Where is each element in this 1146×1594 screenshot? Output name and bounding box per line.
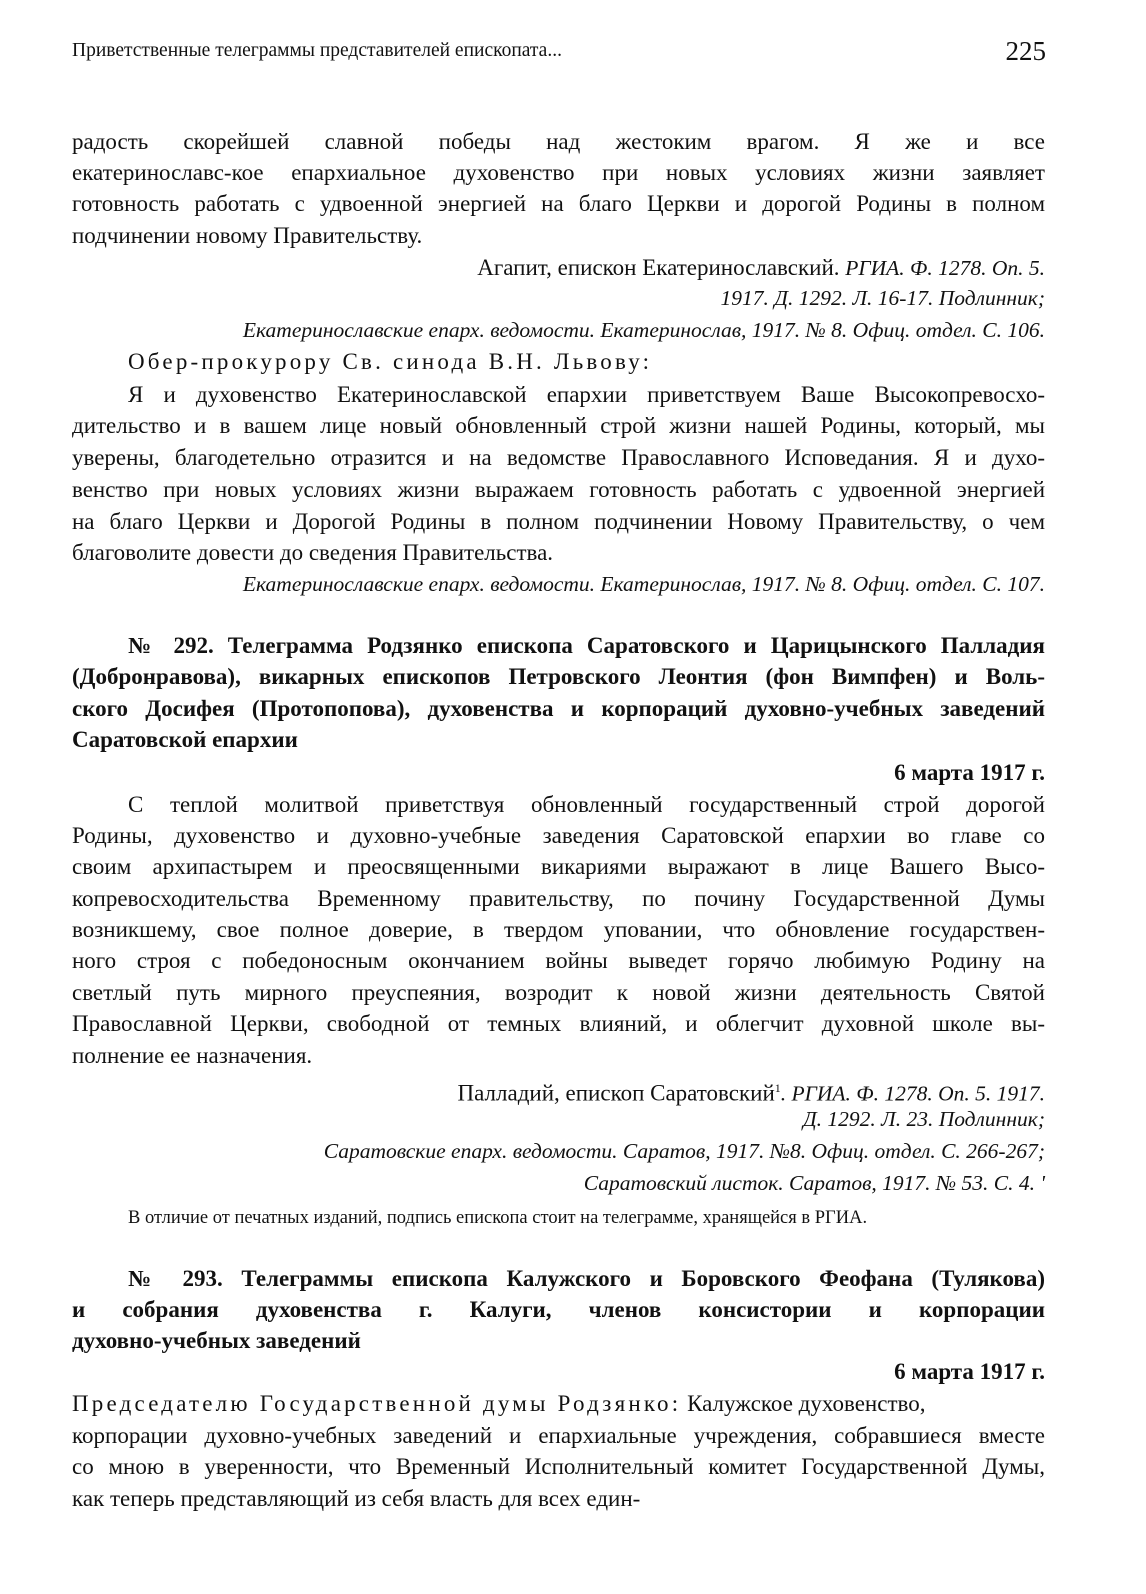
footnote-mark: 1 (774, 1081, 781, 1095)
document-title: Саратовской епархии (72, 727, 298, 752)
text-line: С теплой молитвой приветствуя обновленный государственный строй дорогой (128, 792, 1045, 817)
text-line: как теперь представляющий из себя власть для всех един- (72, 1486, 641, 1511)
text-line: радость скорейшей славной победы над жестоким врагом. Я же и все (72, 129, 1045, 154)
running-title: Приветственные телеграммы представителей епископата... (72, 40, 562, 61)
text-line: копревосходительства Временному правительству, по почину Государственной Думы (72, 886, 1045, 911)
text-line: Православной Церкви, свободной от темных влияний, и облегчит духовной школе вы- (72, 1011, 1045, 1036)
addressee: Обер-прокурору Св. синода В.Н. Львову: (128, 349, 653, 374)
footnote: В отличие от печатных изданий, подпись епископа стоит на телеграмме, хранящейся в РГИА. (128, 1208, 868, 1228)
text-line: полнение ее назначения. (72, 1043, 313, 1068)
archive-reference: Д. 1292. Л. 23. Подлинник; (802, 1107, 1045, 1131)
text-line: дительство и в вашем лице новый обновленный строй жизни нашей Родины, который, мы (72, 413, 1045, 438)
text-line: Я и духовенство Екатеринославской епархии приветствуем Ваше Высокопревосхо- (128, 382, 1045, 407)
text-line: уверены, благодетельно отразится и на ведомстве Православного Исповедания. Я и духо- (72, 445, 1045, 470)
publication-reference: Саратовский листок. Саратов, 1917. № 53. С. 4. ' (583, 1171, 1045, 1195)
text-line: со мною в уверенности, что Временный Исполнительный комитет Государственной Думы, (72, 1454, 1045, 1479)
text-line: готовность работать с удвоенной энергией на благо Церкви и дорогой Родины в полном (72, 191, 1045, 216)
document-title: № 292. Телеграмма Родзянко епископа Саратовского и Царицынского Палладия (128, 633, 1045, 658)
addressee: Председателю Государственной думы Родзянко: (72, 1391, 682, 1416)
text-line: возникшему, свое полное доверие, в твердом уповании, что обновление государствен- (72, 917, 1045, 942)
archive-reference: РГИА. Ф. 1278. Оп. 5. (845, 256, 1045, 280)
signature-line (72, 253, 1045, 283)
document-title: и собрания духовенства г. Калуги, членов консистории и корпорации (72, 1297, 1045, 1322)
text-line: Родины, духовенство и духовно-учебные заведения Саратовской епархии во главе со (72, 823, 1045, 848)
text-line: подчинении новому Правительству. (72, 223, 423, 248)
text-line: екатеринославс-кое епархиальное духовенство при новых условиях жизни заявляет (72, 160, 1045, 185)
text-span: Калужское духовенство, (681, 1391, 926, 1416)
archive-reference: . РГИА. Ф. 1278. Оп. 5. 1917. (780, 1081, 1045, 1106)
document-date: 6 марта 1917 г. (894, 760, 1045, 785)
text-line: корпорации духовно-учебных заведений и епархиальные учреждения, собравшиеся вместе (72, 1423, 1045, 1448)
document-title: № 293. Телеграммы епископа Калужского и Боровского Феофана (Тулякова) (128, 1266, 1045, 1291)
text-line: ного строя с победоносным окончанием войны выведет горячо любимую Родину на (72, 948, 1045, 973)
document-title: (Добронравова), викарных епископов Петровского Леонтия (фон Вимпфен) и Воль- (72, 664, 1045, 689)
text-line: на благо Церкви и Дорогой Родины в полном подчинении Новому Правительству, о чем (72, 509, 1045, 534)
publication-reference: Екатеринославские епарх. ведомости. Екатеринослав, 1917. № 8. Офиц. отдел. С. 106. (242, 318, 1045, 342)
text-line (72, 1389, 1045, 1419)
signature-author: Агапит, епискон Екатеринославский. (477, 255, 846, 280)
text-line: венство при новых условиях жизни выражаем готовность работать с удвоенной энергией (72, 477, 1045, 502)
document-date: 6 марта 1917 г. (894, 1359, 1045, 1384)
text-line: благоволите довести до сведения Правительства. (72, 540, 554, 565)
publication-reference: Екатеринославские епарх. ведомости. Екатеринослав, 1917. № 8. Офиц. отдел. С. 107. (242, 572, 1045, 596)
text-line: своим архипастырем и преосвященными викариями выражают в лице Вашего Высо- (72, 854, 1045, 879)
page-number: 225 (1005, 36, 1046, 66)
text-line: светлый путь мирного преуспеяния, возродит к новой жизни деятельность Святой (72, 980, 1045, 1005)
publication-reference: Саратовские епарх. ведомости. Саратов, 1917. №8. Офиц. отдел. С. 266-267; (323, 1139, 1045, 1163)
signature-author: Палладий, епископ Саратовский (457, 1080, 775, 1106)
archive-reference: 1917. Д. 1292. Л. 16-17. Подлинник; (720, 286, 1045, 310)
document-title: духовно-учебных заведений (72, 1328, 361, 1353)
document-title: ского Досифея (Протопопова), духовенства и корпораций духовно-учебных заведений (72, 696, 1045, 721)
